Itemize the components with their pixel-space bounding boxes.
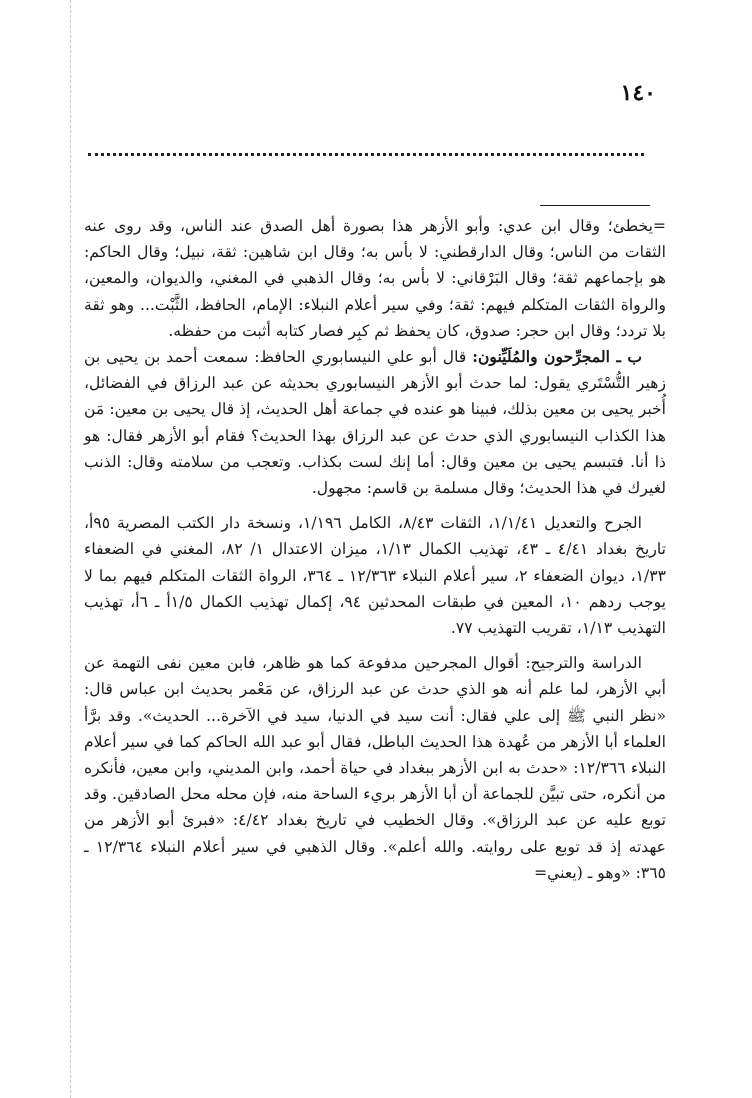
paragraph-study-and-weighting (84, 650, 666, 886)
section-heading-critics: ب ـ المجرِّحون والمُلَيِّنون: (472, 347, 642, 367)
footnote-text-block (84, 213, 666, 886)
footnote-separator-rule (540, 205, 650, 206)
paragraph-text: الدراسة والترجيح: أقوال المجرحين مدفوعة كما هو ظاهر، فابن معين نفى التهمة عن أبي الأزهر، لما علم أنه هو الذي حدث عن عبد الرزاق، عن مَعْمر بحديث ابن عباس قال: «نظر النبي ﷺ إلى علي فقال: أنت سيد في الدنيا، سيد في الآخرة... الحديث». وقد برَّأ العلماء أبا الأزهر من عُهدة هذا الحديث الباطل، فقال أبو عبد الله الحاكم كما في سير أعلام النبلاء ١٢/٣٦٦: «حدث به ابن الأزهر ببغداد في حياة أحمد، وابن المديني، وابن معين، فأنكره من أنكره، حتى تبيَّن للجماعة أن أبا الأزهر بريء الساحة منه، فإن محله محل الصادقين. وقد توبع عليه عن عبد الرزاق». وقال الخطيب في تاريخ بغداد ٤/٤٢: «فبرئ أبو الأزهر من عهدته إذ قد توبع على روايته. والله أعلم». وقال الذهبي في سير أعلام النبلاء ١٢/٣٦٤ ـ ٣٦٥: «وهو ـ (يعني= (84, 654, 666, 882)
margin-guide-line (70, 0, 71, 1098)
paragraph-sources (84, 510, 666, 641)
paragraph-text: =يخطئ؛ وقال ابن عدي: وأبو الأزهر هذا بصورة أهل الصدق عند الناس، وقد روى عنه الثقات من الناس؛ وقال الدارقطني: لا بأس به؛ وقال ابن شاهين: ثقة، نبيل؛ وقال الحاكم: هو بإجماعهم ثقة؛ وقال البَرْقاني: لا بأس به؛ وقال الذهبي في المغني، والديوان، والمعين، والرواة الثقات المتكلم فيهم: ثقة؛ وفي سير أعلام النبلاء: الإمام، الحافظ، الثَّبْت... وهو ثقة بلا تردد؛ وقال ابن حجر: صدوق، كان يحفظ ثم كبِر فصار كتابه أثبت من حفظه. (84, 217, 666, 340)
paragraph-text: قال أبو علي النيسابوري الحافظ: سمعت أحمد بن يحيى بن زهير التُّسْتَري يقول: لما حدث أبو الأزهر النيسابوري بحديثه عن عبد الرزاق في الفضائل، أُخبر يحيى بن معين بذلك، فبينا هو عنده في جماعة أهل الحديث، إذ قال يحيى بن معين: مَن هذا الكذاب النيسابوري الذي حدث عن عبد الرزاق بهذا الحديث؟ فقام أبو الأزهر فقال: هو ذا أنا. فتبسم يحيى بن معين وقال: أما إنك لست بكذاب. وتعجب من سلامته وقال: الذنب لغيرك في هذا الحديث؛ وقال مسلمة بن قاسم: مجهول. (84, 348, 666, 498)
page-number: ١٤٠ (620, 80, 656, 106)
paragraph-critics (84, 344, 666, 501)
paragraph-reliability-statements (84, 213, 666, 344)
paragraph-text: الجرح والتعديل ١/١/٤١، الثقات ٨/٤٣، الكامل ١/١٩٦، ونسخة دار الكتب المصرية ٩٥أ، تاريخ بغداد ٤/٤١ ـ ٤٣، تهذيب الكمال ١/١٣، ميزان الاعتدال ١/ ٨٢، المغني في الضعفاء ١/٣٣، ديوان الضعفاء ٢، سير أعلام النبلاء ١٢/٣٦٣ ـ ٣٦٤، الرواة الثقات المتكلم فيهم بما لا يوجب ردهم ١٠، المعين في طبقات المحدثين ٩٤، إكمال تهذيب الكمال ١/٥أ ـ ٦أ، تهذيب التهذيب ١/١٣، تقريب التهذيب ٧٧. (84, 514, 667, 638)
header-dotted-rule (88, 153, 644, 156)
